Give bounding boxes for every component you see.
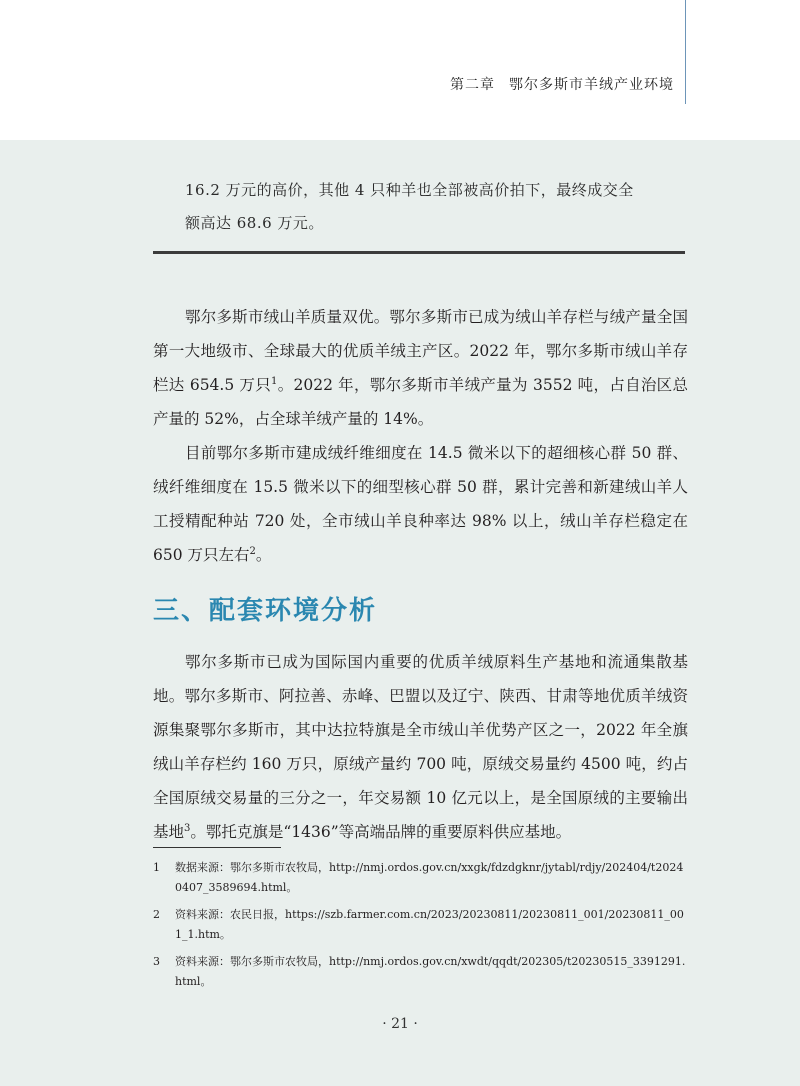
running-head-chapter: 第二章 — [450, 77, 495, 93]
footnote-text: 资料来源：农民日报，https://szb.farmer.com.cn/2023/20230811/20230811_001/20230811_001_1.htm。 — [175, 908, 684, 941]
paragraph-core-herds: 目前鄂尔多斯市建成绒纤维细度在 14.5 微米以下的超细核心群 50 群、绒纤维细度在 15.5 微米以下的细型核心群 50 群，累计完善和新建绒山羊人工授精配种站 720 处，全市绒山羊良种率达 98% 以上，绒山羊存栏稳定在 650 万只左右$^2$。 — [153, 444, 688, 564]
paragraph-cashmere-quality: 鄂尔多斯市绒山羊质量双优。鄂尔多斯市已成为绒山羊存栏与绒产量全国第一大地级市、全球最大的优质羊绒主产区。2022 年，鄂尔多斯市绒山羊存栏达 654.5 万只$^1$。2022 年，鄂尔多斯市羊绒产量为 3552 吨，占自治区总产量的 52%，占全球羊绒产量的 14%。 — [153, 308, 688, 428]
body-text-block-1 — [153, 300, 688, 572]
footnote-number: 2 — [153, 908, 160, 921]
footnote-number: 1 — [153, 861, 160, 874]
footnote-1 — [153, 858, 688, 898]
footnote-ref-2[interactable]: 2 — [249, 546, 256, 557]
running-head — [450, 74, 674, 94]
boxed-line-1: 16.2 万元的高价，其他 4 只种羊也全部被高价拍下，最终成交全 — [185, 181, 634, 199]
footnote-ref-3[interactable]: 3 — [184, 823, 191, 834]
running-head-title: 鄂尔多斯市羊绒产业环境 — [509, 77, 674, 93]
footnote-text: 数据来源：鄂尔多斯市农牧局，http://nmj.ordos.gov.cn/xxgk/fdzdgknr/jytabl/rdjy/202404/t20240407_3589694.html。 — [175, 861, 684, 894]
boxed-line-2: 额高达 68.6 万元。 — [185, 214, 324, 232]
box-bottom-rule — [153, 251, 685, 254]
footnote-3 — [153, 952, 688, 992]
footnote-text: 资料来源：鄂尔多斯市农牧局，http://nmj.ordos.gov.cn/xwdt/qqdt/202305/t20230515_3391291.html。 — [175, 955, 686, 988]
page-number: · 21 · — [382, 1016, 418, 1032]
section-heading: 三、配套环境分析 — [153, 596, 378, 626]
page-header-area — [0, 0, 800, 140]
footnote-separator — [153, 847, 281, 848]
footnote-2 — [153, 905, 688, 945]
paragraph-supporting-environment: 鄂尔多斯市已成为国际国内重要的优质羊绒原料生产基地和流通集散基地。鄂尔多斯市、阿拉善、赤峰、巴盟以及辽宁、陕西、甘肃等地优质羊绒资源集聚鄂尔多斯市，其中达拉特旗是全市绒山羊优势产区之一，2022 年全旗绒山羊存栏约 160 万只，原绒产量约 700 吨，原绒交易量约 4500 吨，约占全国原绒交易量的三分之一，年交易额 10 亿元以上，是全国原绒的主要输出基地$^3$。鄂托克旗是“1436”等高端品牌的重要原料供应基地。 — [153, 653, 688, 841]
body-text-block-2 — [153, 645, 688, 849]
footnotes — [153, 858, 688, 999]
boxed-case-text — [185, 174, 665, 240]
footnote-number: 3 — [153, 955, 160, 968]
footnote-ref-1[interactable]: 1 — [271, 376, 278, 387]
header-vertical-rule — [685, 0, 686, 104]
